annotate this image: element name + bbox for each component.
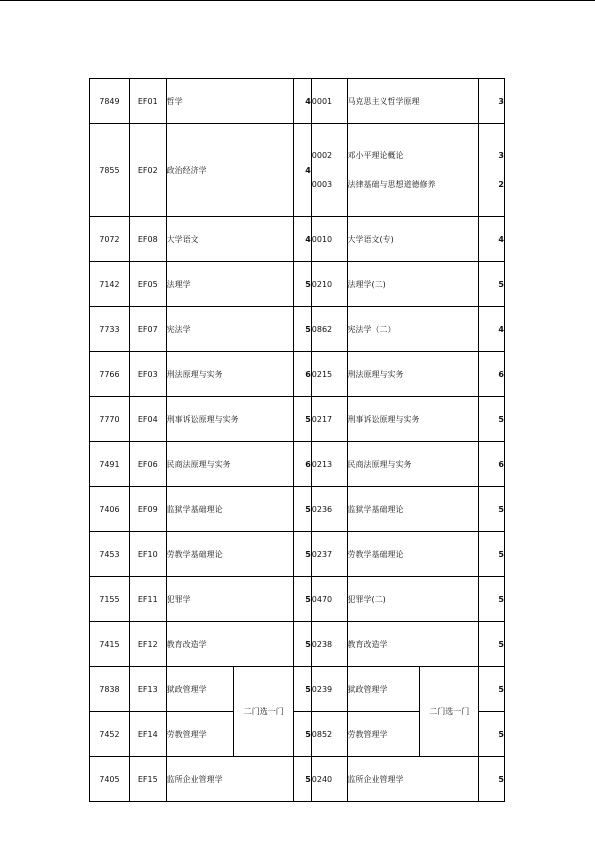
exam-code: EF13 — [129, 667, 166, 712]
new-credit: 5 — [479, 622, 505, 667]
new-course-code: 0862 — [311, 307, 347, 352]
exam-code: EF03 — [129, 352, 166, 397]
new-course-code: 0010 — [311, 217, 347, 262]
elective-note: 二门选一门 — [420, 667, 479, 757]
new-course-name: 犯罪学(二) — [347, 577, 479, 622]
new-credit: 6 — [479, 352, 505, 397]
new-course-code: 0238 — [311, 622, 347, 667]
old-course-name: 刑事诉讼原理与实务 — [166, 397, 294, 442]
table-row — [90, 397, 505, 442]
new-course-name: 法理学(二) — [347, 262, 479, 307]
new-course-name: 劳教管理学 — [347, 712, 420, 757]
new-course-name: 刑事诉讼原理与实务 — [347, 397, 479, 442]
old-credit: 6 — [294, 352, 311, 397]
old-course-code: 7142 — [90, 262, 130, 307]
new-course-name: 教育改造学 — [347, 622, 479, 667]
table-row — [90, 757, 505, 802]
new-credit: 3 — [479, 79, 505, 124]
table-row — [90, 577, 505, 622]
table-row — [90, 262, 505, 307]
new-credit-item: 3 — [498, 150, 504, 160]
old-course-code: 7770 — [90, 397, 130, 442]
old-course-name: 哲学 — [166, 79, 294, 124]
old-course-name: 大学语文 — [166, 217, 294, 262]
old-course-code: 7453 — [90, 532, 130, 577]
new-credit: 5 — [479, 757, 505, 802]
old-credit: 4 — [294, 124, 311, 217]
table-row — [90, 79, 505, 124]
old-course-name: 民商法原理与实务 — [166, 442, 294, 487]
table-row — [90, 667, 505, 712]
new-course-code: 0852 — [311, 712, 347, 757]
exam-code: EF05 — [129, 262, 166, 307]
old-course-name: 劳教管理学 — [166, 712, 233, 757]
new-credit: 4 — [479, 307, 505, 352]
old-course-name: 劳教学基础理论 — [166, 532, 294, 577]
new-course-code: 0240 — [311, 757, 347, 802]
old-course-name: 政治经济学 — [166, 124, 294, 217]
old-course-name: 犯罪学 — [166, 577, 294, 622]
new-credit: 5 — [479, 712, 505, 757]
old-course-name: 教育改造学 — [166, 622, 294, 667]
new-credit: 5 — [479, 397, 505, 442]
old-credit: 5 — [294, 622, 311, 667]
exam-code: EF10 — [129, 532, 166, 577]
table-row — [90, 217, 505, 262]
exam-code: EF04 — [129, 397, 166, 442]
new-course-name — [347, 124, 479, 217]
elective-note: 二门选一门 — [234, 667, 294, 757]
exam-code: EF09 — [129, 487, 166, 532]
new-course-name: 民商法原理与实务 — [347, 442, 479, 487]
top-rule — [0, 0, 595, 1]
exam-code: EF01 — [129, 79, 166, 124]
new-credit: 5 — [479, 577, 505, 622]
new-course-name: 刑法原理与实务 — [347, 352, 479, 397]
old-credit: 6 — [294, 442, 311, 487]
table-row — [90, 442, 505, 487]
old-course-code: 7849 — [90, 79, 130, 124]
new-course-name: 劳教学基础理论 — [347, 532, 479, 577]
course-mapping-table — [89, 78, 505, 802]
new-course-code: 0239 — [311, 667, 347, 712]
old-credit: 5 — [294, 712, 311, 757]
old-course-code: 7072 — [90, 217, 130, 262]
table-row — [90, 352, 505, 397]
new-course-code-item: 0002 — [311, 150, 333, 160]
old-course-code: 7838 — [90, 667, 130, 712]
old-course-name: 狱政管理学 — [166, 667, 233, 712]
exam-code: EF06 — [129, 442, 166, 487]
new-course-code: 0001 — [311, 79, 347, 124]
new-course-name-item: 法律基础与思想道德修养 — [347, 179, 436, 189]
old-course-code: 7155 — [90, 577, 130, 622]
exam-code: EF11 — [129, 577, 166, 622]
exam-code: EF07 — [129, 307, 166, 352]
new-course-code: 0237 — [311, 532, 347, 577]
old-course-code: 7405 — [90, 757, 130, 802]
new-credit — [479, 124, 505, 217]
exam-code: EF15 — [129, 757, 166, 802]
old-course-code: 7766 — [90, 352, 130, 397]
new-credit: 5 — [479, 487, 505, 532]
old-course-name: 监狱学基础理论 — [166, 487, 294, 532]
new-course-code: 0470 — [311, 577, 347, 622]
old-credit: 5 — [294, 667, 311, 712]
new-course-code: 0236 — [311, 487, 347, 532]
new-course-code — [311, 124, 347, 217]
old-credit: 5 — [294, 397, 311, 442]
exam-code: EF02 — [129, 124, 166, 217]
new-credit: 4 — [479, 217, 505, 262]
old-credit: 5 — [294, 307, 311, 352]
old-course-code: 7733 — [90, 307, 130, 352]
old-course-code: 7452 — [90, 712, 130, 757]
new-credit: 6 — [479, 442, 505, 487]
new-course-name: 宪法学（二） — [347, 307, 479, 352]
exam-code: EF08 — [129, 217, 166, 262]
old-credit: 4 — [294, 79, 311, 124]
old-credit: 5 — [294, 487, 311, 532]
new-course-name: 监所企业管理学 — [347, 757, 479, 802]
table-row — [90, 622, 505, 667]
new-course-code: 0210 — [311, 262, 347, 307]
new-credit: 5 — [479, 262, 505, 307]
old-course-code: 7855 — [90, 124, 130, 217]
new-course-code: 0213 — [311, 442, 347, 487]
new-credit-item: 2 — [498, 179, 504, 189]
new-credit: 5 — [479, 532, 505, 577]
new-course-code-item: 0003 — [311, 179, 333, 189]
old-credit: 5 — [294, 262, 311, 307]
old-course-name: 刑法原理与实务 — [166, 352, 294, 397]
old-credit: 5 — [294, 757, 311, 802]
new-course-name-item: 邓小平理论概论 — [347, 150, 404, 160]
new-course-name: 狱政管理学 — [347, 667, 420, 712]
exam-code: EF12 — [129, 622, 166, 667]
old-credit: 5 — [294, 577, 311, 622]
old-course-code: 7415 — [90, 622, 130, 667]
table-row — [90, 532, 505, 577]
new-credit: 5 — [479, 667, 505, 712]
new-course-code: 0215 — [311, 352, 347, 397]
new-course-name: 大学语文(专) — [347, 217, 479, 262]
old-course-code: 7491 — [90, 442, 130, 487]
old-course-code: 7406 — [90, 487, 130, 532]
table-row — [90, 307, 505, 352]
old-course-name: 法理学 — [166, 262, 294, 307]
old-course-name: 监所企业管理学 — [166, 757, 294, 802]
new-course-name: 马克思主义哲学原理 — [347, 79, 479, 124]
table-row — [90, 124, 505, 217]
new-course-name: 监狱学基础理论 — [347, 487, 479, 532]
new-course-code: 0217 — [311, 397, 347, 442]
exam-code: EF14 — [129, 712, 166, 757]
table-row — [90, 487, 505, 532]
old-course-name: 宪法学 — [166, 307, 294, 352]
old-credit: 4 — [294, 217, 311, 262]
old-credit: 5 — [294, 532, 311, 577]
